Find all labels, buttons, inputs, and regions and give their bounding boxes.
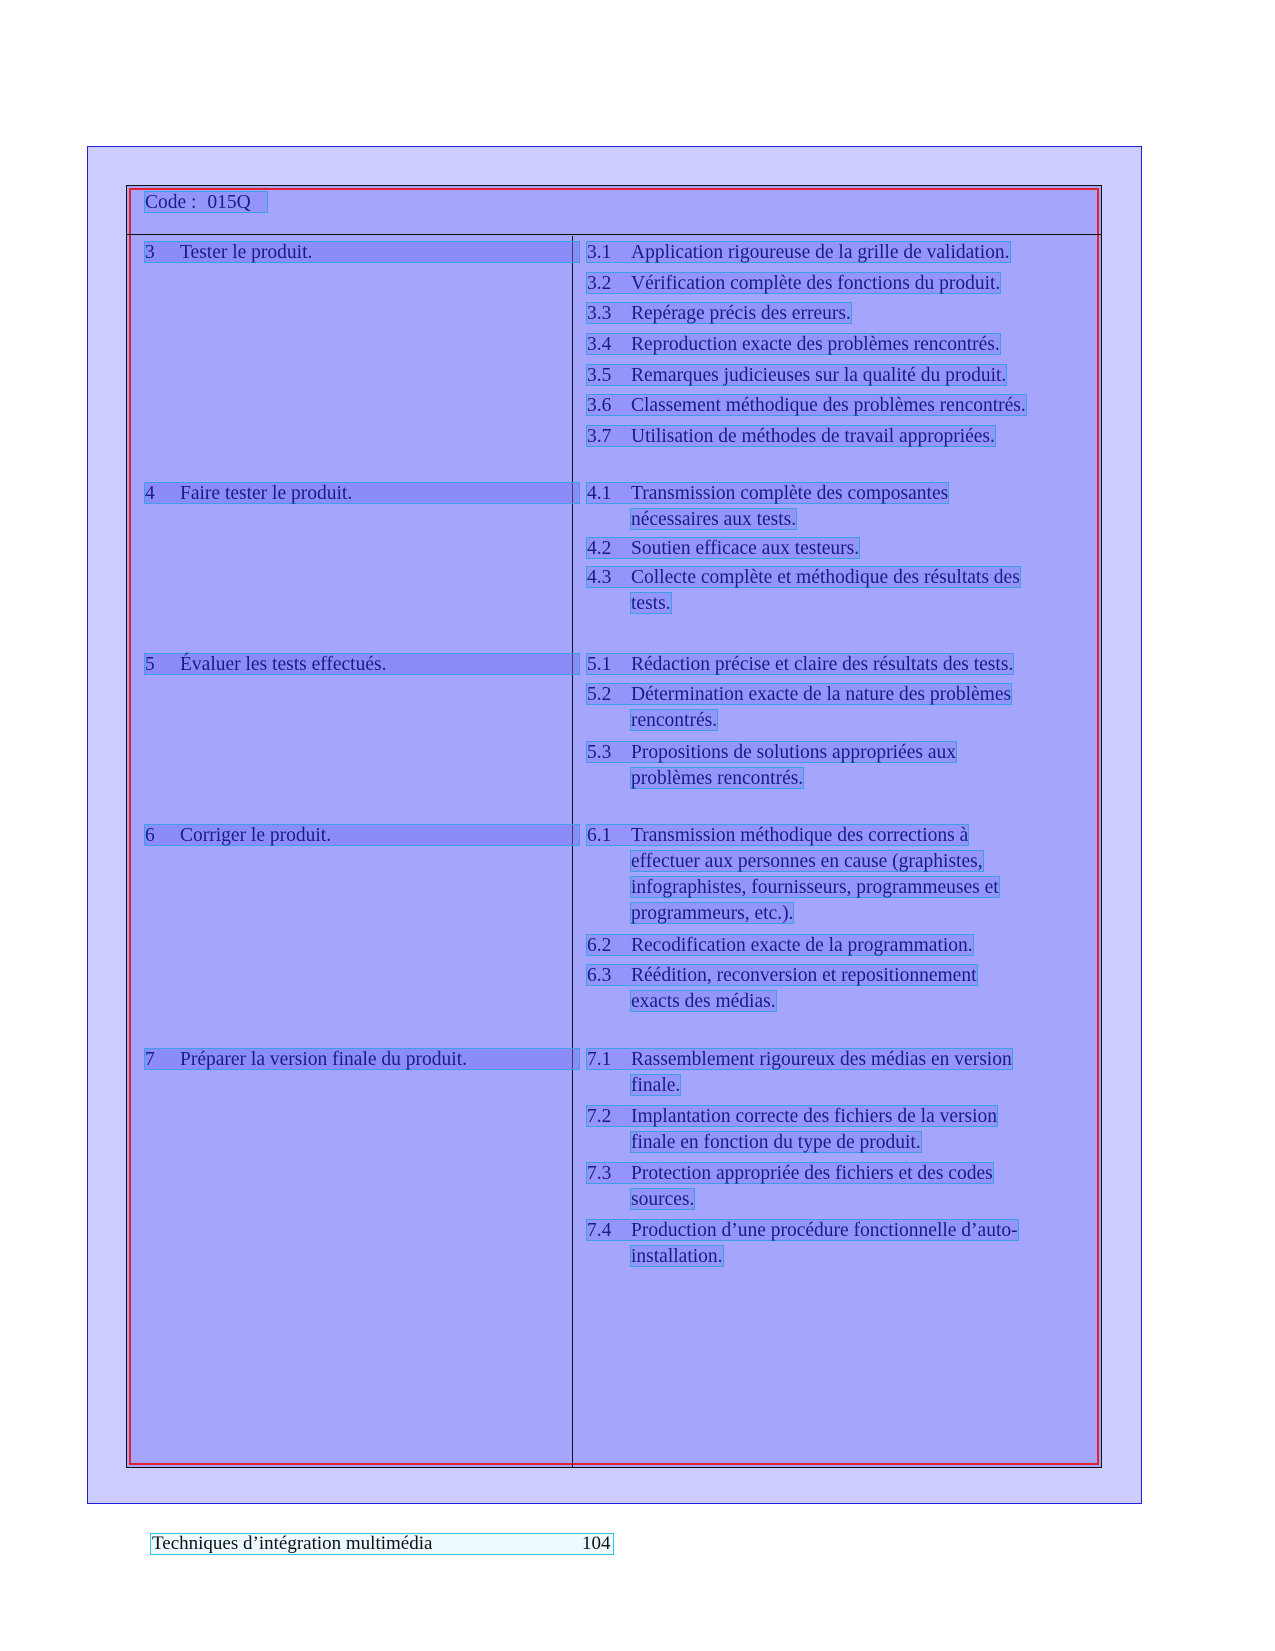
criterion-text: Propositions de solutions appropriées aux [631,742,956,763]
criterion-number: 3.4 [587,334,612,355]
task-number: 7 [145,1049,155,1070]
criterion-number: 6.3 [587,965,612,986]
criterion-item [586,364,1007,386]
criterion-text: problèmes rencontrés. [631,768,804,789]
criterion-number: 5.1 [587,654,612,675]
criterion-number: 4.3 [587,567,612,588]
criterion-continuation [630,902,794,924]
competency-code [144,191,268,213]
criterion-item [586,394,1027,416]
criterion-text: Protection appropriée des fichiers et des codes [631,1163,993,1184]
criterion-continuation [630,508,797,530]
criterion-text: installation. [631,1246,723,1267]
criterion-number: 6.2 [587,935,612,956]
table-header-divider [126,234,1102,235]
criterion-number: 3.7 [587,426,612,447]
criterion-text: Utilisation de méthodes de travail appropriées. [631,426,995,447]
task-text: Faire tester le produit. [180,483,353,504]
criterion-text: Reproduction exacte des problèmes rencontrés. [631,334,1000,355]
criterion-number: 4.2 [587,538,612,559]
task-item [144,824,580,846]
criterion-item [586,653,1014,675]
criterion-item [586,1162,994,1184]
criterion-number: 6.1 [587,825,612,846]
criterion-item [586,1219,1019,1241]
page-number: 104 [582,1533,611,1554]
criterion-text: programmeurs, etc.). [631,903,794,924]
criterion-item [586,683,1012,705]
page-footer [150,1533,614,1555]
criterion-continuation [630,767,804,789]
task-number: 5 [145,654,155,675]
criterion-number: 3.3 [587,303,612,324]
criterion-text: Remarques judicieuses sur la qualité du produit. [631,365,1007,386]
criterion-number: 3.6 [587,395,612,416]
criterion-continuation [630,990,777,1012]
criterion-number: 4.1 [587,483,612,504]
criterion-text: effectuer aux personnes en cause (graphistes, [631,851,983,872]
criterion-text: Classement méthodique des problèmes rencontrés. [631,395,1026,416]
criterion-number: 3.1 [587,242,612,263]
criterion-text: Collecte complète et méthodique des résultats des [631,567,1020,588]
criterion-text: Repérage précis des erreurs. [631,303,851,324]
criterion-continuation [630,1074,681,1096]
criterion-continuation [630,592,672,614]
criterion-item [586,566,1021,588]
task-number: 4 [145,483,155,504]
criterion-item [586,302,852,324]
code-label: Code : [145,192,197,213]
task-text: Tester le produit. [180,242,313,263]
criterion-number: 5.3 [587,742,612,763]
criterion-text: nécessaires aux tests. [631,509,797,530]
task-text: Préparer la version finale du produit. [180,1049,467,1070]
criterion-text: Transmission complète des composantes [631,483,949,504]
criterion-continuation [630,1245,724,1267]
criterion-text: Implantation correcte des fichiers de la version [631,1106,998,1127]
criterion-item [586,964,978,986]
criterion-number: 5.2 [587,684,612,705]
criterion-text: Production d’une procédure fonctionnelle d’auto- [631,1220,1018,1241]
criterion-item [586,482,949,504]
task-item [144,1048,580,1070]
code-value: 015Q [207,192,251,213]
criterion-item [586,425,996,447]
criterion-continuation [630,1131,922,1153]
criterion-continuation [630,1188,695,1210]
task-number: 6 [145,825,155,846]
criterion-number: 3.5 [587,365,612,386]
criterion-number: 7.2 [587,1106,612,1127]
criterion-continuation [630,709,718,731]
criterion-text: finale. [631,1075,681,1096]
criterion-text: Rassemblement rigoureux des médias en version [631,1049,1012,1070]
criterion-item [586,333,1001,355]
criterion-text: Détermination exacte de la nature des problèmes [631,684,1012,705]
criterion-text: Soutien efficace aux testeurs. [631,538,860,559]
task-item [144,241,580,263]
task-number: 3 [145,242,155,263]
criterion-text: exacts des médias. [631,991,776,1012]
criterion-item [586,241,1011,263]
criterion-text: infographistes, fournisseurs, programmeuses et [631,877,999,898]
criterion-item [586,537,860,559]
criterion-number: 3.2 [587,273,612,294]
criterion-item [586,741,957,763]
criterion-text: Vérification complète des fonctions du produit. [631,273,1001,294]
criterion-number: 7.4 [587,1220,612,1241]
criterion-text: Application rigoureuse de la grille de validation. [631,242,1010,263]
criterion-text: Réédition, reconversion et repositionnement [631,965,977,986]
criterion-item [586,1105,998,1127]
criterion-number: 7.3 [587,1163,612,1184]
criterion-item [586,272,1001,294]
criterion-text: Recodification exacte de la programmation. [631,935,973,956]
criterion-item [586,824,969,846]
criterion-text: Rédaction précise et claire des résultats des tests. [631,654,1014,675]
criterion-number: 7.1 [587,1049,612,1070]
footer-title: Techniques d’intégration multimédia [152,1533,433,1554]
criterion-text: tests. [631,593,671,614]
criterion-text: Transmission méthodique des corrections à [631,825,969,846]
task-text: Évaluer les tests effectués. [180,654,387,675]
criterion-continuation [630,876,1000,898]
criterion-text: sources. [631,1189,695,1210]
table-column-divider [572,236,573,1468]
task-text: Corriger le produit. [180,825,332,846]
task-item [144,482,580,504]
criterion-text: finale en fonction du type de produit. [631,1132,921,1153]
criterion-item [586,934,974,956]
criterion-continuation [630,850,984,872]
task-item [144,653,580,675]
criterion-text: rencontrés. [631,710,718,731]
criterion-item [586,1048,1013,1070]
